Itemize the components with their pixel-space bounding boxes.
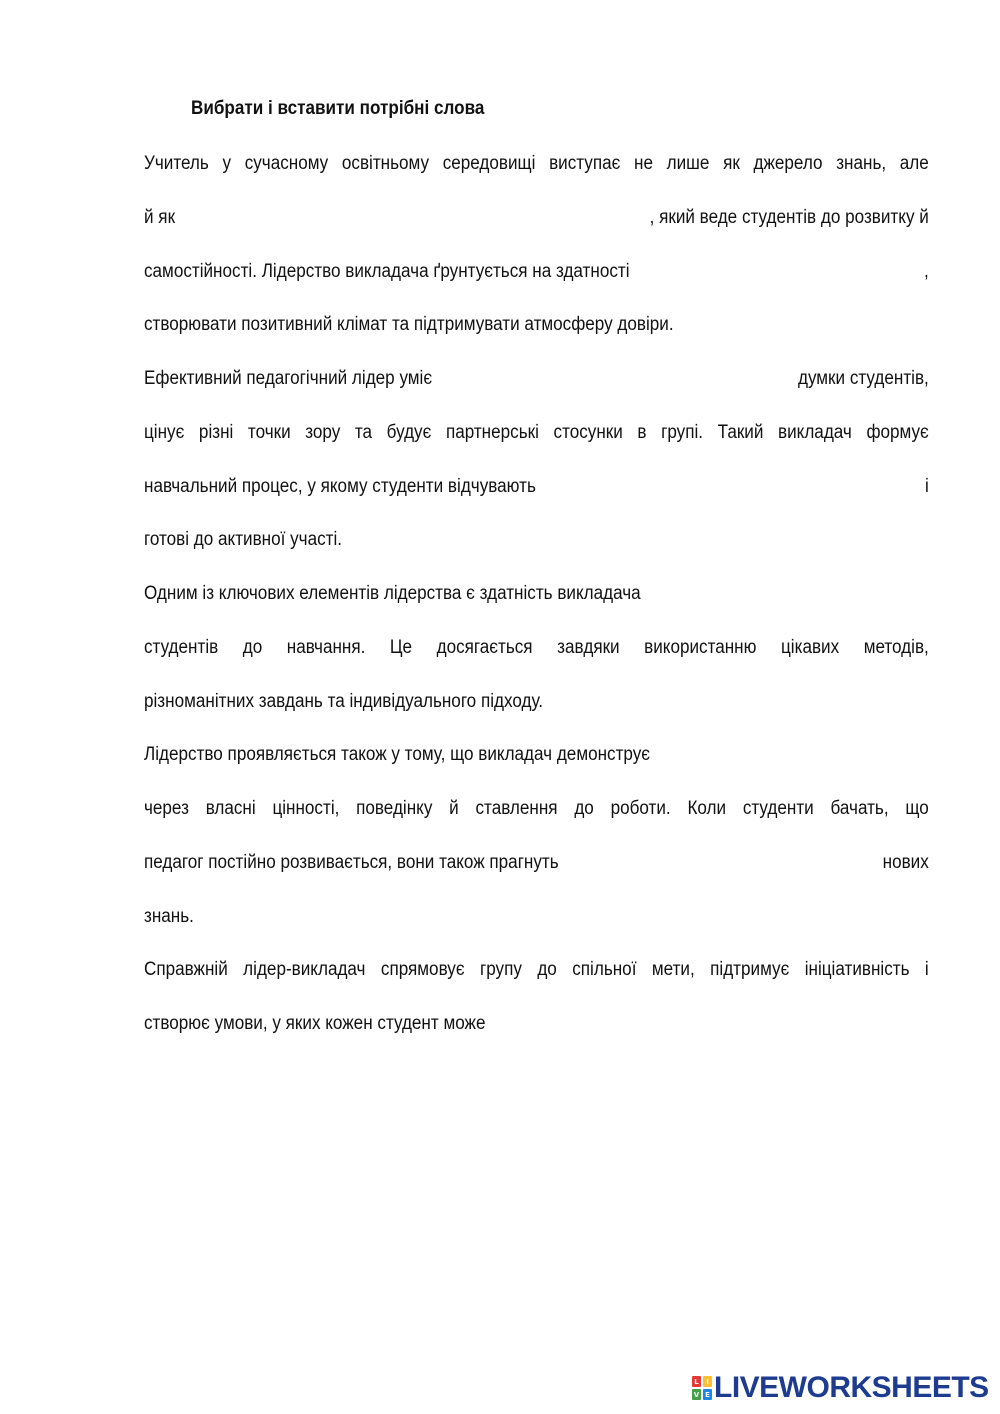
text-line (144, 582, 929, 606)
word: досягається (436, 637, 533, 658)
text-line (144, 475, 929, 499)
answer-blank[interactable] (175, 206, 650, 230)
word: Учитель (144, 153, 209, 174)
answer-blank[interactable] (559, 851, 883, 875)
word: ініціативність (804, 959, 910, 980)
text-line (144, 367, 929, 391)
text-line-content: створювати позитивний клімат та підтримувати атмосферу довіри. (144, 314, 674, 335)
word: сучасному (244, 153, 329, 174)
text-line (144, 797, 929, 821)
word: до (574, 798, 594, 819)
logo-square: V (693, 1390, 700, 1399)
answer-blank[interactable] (536, 475, 925, 499)
text-before-gap: навчальний процес, у якому студенти відчувають (144, 476, 536, 497)
word: власні (205, 798, 256, 819)
text-line-content (144, 421, 929, 445)
word: джерело (753, 153, 823, 174)
text-line (144, 260, 929, 284)
word: Справжній (144, 959, 228, 980)
word: і (924, 959, 929, 980)
text-line-content: готові до активної участі. (144, 529, 343, 550)
text-line (144, 528, 929, 552)
text-line (144, 1012, 929, 1036)
text-line-content: Лідерство проявляється також у тому, що викладач демонструє (144, 744, 651, 765)
answer-blank[interactable] (432, 367, 798, 391)
word: мети, (651, 959, 695, 980)
watermark-text: LIVEWORKSHEETS (714, 1371, 989, 1404)
word: в (637, 422, 647, 443)
word: до (242, 637, 263, 658)
text-line-content (144, 206, 929, 230)
logo-square: E (703, 1389, 712, 1400)
word: що (905, 798, 929, 819)
word: через (144, 798, 189, 819)
word: лідер-викладач (243, 959, 366, 980)
word: зору (305, 422, 341, 443)
text-before-gap: й як (144, 207, 176, 228)
word: виступає (549, 153, 621, 174)
word: студентів (144, 637, 219, 658)
word: різні (198, 422, 234, 443)
text-line-content (144, 797, 929, 821)
text-line (144, 152, 929, 176)
text-line (144, 958, 929, 982)
word: Коли (687, 798, 727, 819)
text-line-content (144, 851, 929, 875)
word: не (634, 153, 653, 174)
text-after-gap: , який веде студентів до розвитку й (649, 207, 929, 228)
text-line-content (144, 152, 929, 176)
text-line-content: різноманітних завдань та індивідуального підходу. (144, 691, 544, 712)
word: викладач (778, 422, 852, 443)
word: цінує (144, 422, 185, 443)
text-line (144, 313, 929, 337)
word: будує (386, 422, 432, 443)
text-before-gap: Ефективний педагогічний лідер уміє (144, 368, 433, 389)
word: та (354, 422, 373, 443)
text-line (144, 206, 929, 230)
text-line-content (144, 367, 929, 391)
word: цікавих (781, 637, 840, 658)
word: освітньому (341, 153, 430, 174)
text-before-gap: педагог постійно розвивається, вони також прагнуть (144, 852, 559, 873)
word: лише (666, 153, 710, 174)
word: до (537, 959, 557, 980)
text-line-content: знань. (144, 906, 194, 927)
text-line-content (144, 260, 929, 284)
word: ставлення (475, 798, 558, 819)
word: студенти (742, 798, 814, 819)
word: у (222, 153, 232, 174)
word: цінності, (272, 798, 340, 819)
text-line (144, 690, 929, 714)
liveworksheets-logo-icon (692, 1376, 712, 1400)
word: бачать, (830, 798, 889, 819)
word: роботи. (610, 798, 671, 819)
word: Такий (717, 422, 764, 443)
word: підтримує (710, 959, 790, 980)
page-title: Вибрати і вставити потрібні слова (191, 98, 485, 119)
word: поведінку (356, 798, 433, 819)
text-line (144, 636, 929, 660)
word: спрямовує (380, 959, 465, 980)
text-line-content (144, 475, 929, 499)
text-line-content: Одним із ключових елементів лідерства є здатність викладача (144, 583, 641, 604)
text-before-gap: самостійності. Лідерство викладача ґрунтується на здатності (144, 261, 630, 282)
answer-blank[interactable] (630, 260, 925, 284)
word: знань, (836, 153, 887, 174)
text-after-gap: думки студентів, (797, 368, 929, 389)
word: спільної (572, 959, 637, 980)
word: групі. (661, 422, 704, 443)
word: групу (479, 959, 522, 980)
text-line (144, 905, 929, 929)
liveworksheets-watermark (692, 1373, 989, 1403)
word: Це (389, 637, 413, 658)
word: партнерські (445, 422, 539, 443)
word: й (449, 798, 459, 819)
logo-square: I (703, 1376, 712, 1387)
word: стосунки (553, 422, 623, 443)
word: завдяки (557, 637, 620, 658)
word: точки (247, 422, 291, 443)
text-after-gap: нових (882, 852, 929, 873)
text-line-content (144, 958, 929, 982)
word: але (899, 153, 929, 174)
word: середовищі (442, 153, 536, 174)
word: як (723, 153, 740, 174)
text-line (144, 421, 929, 445)
text-line-content (144, 636, 929, 660)
word: навчання. (286, 637, 366, 658)
text-line (144, 851, 929, 875)
text-line (144, 743, 929, 767)
word: методів, (863, 637, 929, 658)
word: використанню (644, 637, 757, 658)
text-after-gap: , (924, 261, 929, 282)
text-line-content: створює умови, у яких кожен студент може (144, 1013, 486, 1034)
logo-square: L (692, 1376, 701, 1387)
word: формує (866, 422, 929, 443)
text-after-gap: і (924, 476, 929, 497)
